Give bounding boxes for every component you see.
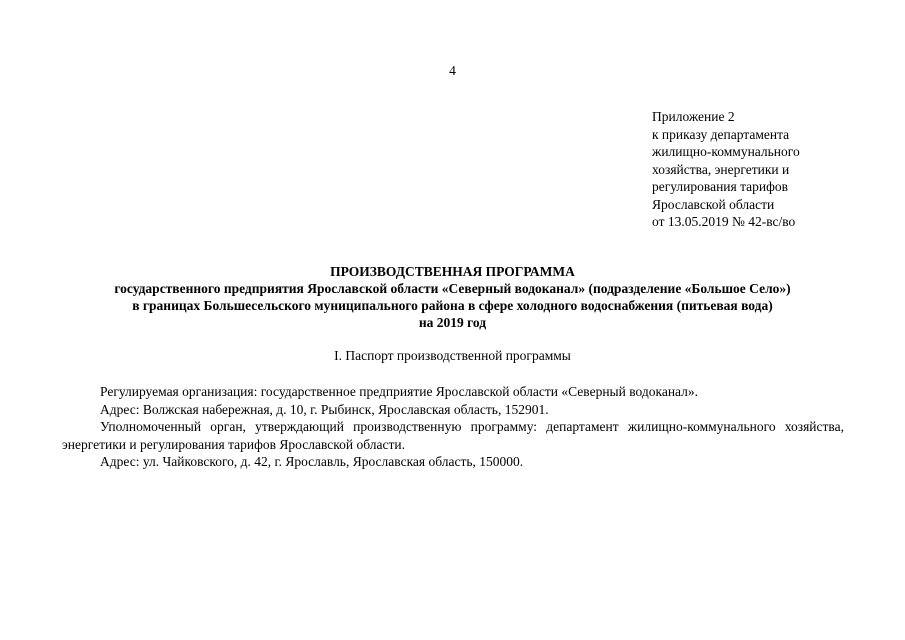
- title-line: государственного предприятия Ярославской области «Северный водоканал» (подразделение «Большое Село»): [114, 281, 791, 296]
- appendix-line: Ярославской области: [652, 196, 775, 212]
- program-passport: [62, 383, 844, 471]
- authorized-body: Уполномоченный орган, утверждающий производственную программу: департамент жилищно-коммунального хозяйства, энергетики и регулирования тарифов Ярославской области.: [62, 419, 844, 452]
- page-number: 4: [449, 63, 456, 78]
- document-title: [55, 263, 850, 331]
- appendix-line: хозяйства, энергетики и: [652, 161, 790, 177]
- regulated-organization: Регулируемая организация: государственное предприятие Ярославской области «Северный водоканал».: [100, 384, 699, 399]
- appendix-line: регулирования тарифов: [652, 179, 789, 194]
- title-line: ПРОИЗВОДСТВЕННАЯ ПРОГРАММА: [330, 264, 575, 279]
- title-line: в границах Большесельского муниципального района в сфере холодного водоснабжения (питьевая вода): [132, 298, 773, 313]
- title-line: на 2019 год: [418, 315, 487, 330]
- appendix-line: от 13.05.2019 № 42-вс/во: [652, 214, 796, 229]
- organization-address: Адрес: Волжская набережная, д. 10, г. Рыбинск, Ярославская область, 152901.: [100, 401, 549, 417]
- appendix-reference: [652, 108, 892, 231]
- appendix-line: жилищно-коммунального: [652, 144, 800, 159]
- section-heading: I. Паспорт производственной программы: [334, 348, 571, 363]
- appendix-line: Приложение 2: [652, 109, 735, 124]
- appendix-line: к приказу департамента: [652, 126, 790, 142]
- authorized-body-address: Адрес: ул. Чайковского, д. 42, г. Ярославль, Ярославская область, 150000.: [100, 454, 524, 469]
